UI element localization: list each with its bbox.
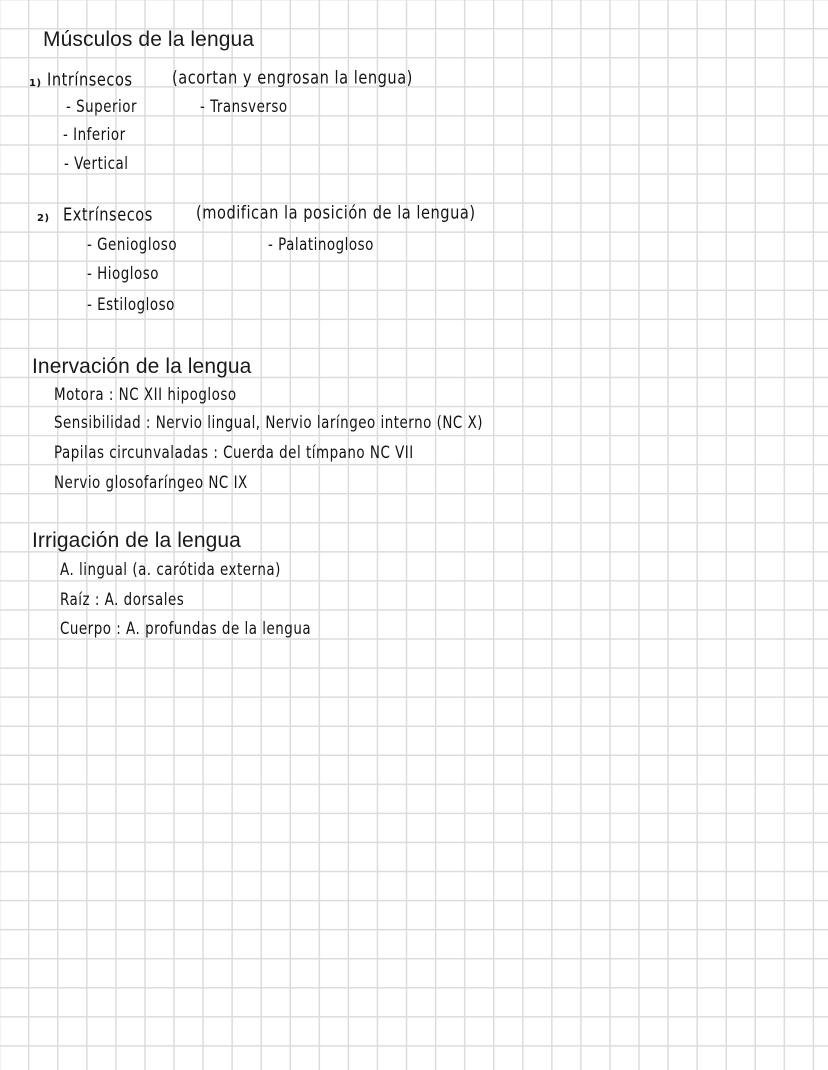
inervacion-line-papilas: Papilas circunvaladas : Cuerda del tímpano NC VII [54, 442, 414, 462]
group-note-intrinsecos: (acortan y engrosan la lengua) [172, 68, 413, 89]
list-item-estilogloso: - Estilogloso [87, 294, 175, 314]
irrigacion-line-lingual: A. lingual (a. carótida externa) [60, 559, 281, 579]
group-note-extrinsecos: (modifican la posición de la lengua) [196, 203, 476, 224]
list-item-transverso: - Transverso [200, 96, 288, 116]
list-item-palatinogloso: - Palatinogloso [268, 234, 374, 254]
irrigacion-line-raiz: Raíz : A. dorsales [60, 589, 185, 609]
irrigacion-line-cuerpo: Cuerpo : A. profundas de la lengua [60, 618, 312, 638]
list-item-inferior: - Inferior [63, 124, 126, 144]
section-heading-musculos: Músculos de la lengua [43, 28, 255, 51]
section-heading-irrigacion: Irrigación de la lengua [32, 529, 241, 552]
list-item-hiogloso: - Hiogloso [87, 263, 159, 283]
group-title-intrinsecos: Intrínsecos [47, 70, 133, 91]
section-heading-inervacion: Inervación de la lengua [32, 355, 252, 378]
inervacion-line-sensibilidad: Sensibilidad : Nervio lingual, Nervio laríngeo interno (NC X) [54, 412, 484, 432]
group-title-extrinsecos: Extrínsecos [63, 205, 153, 226]
list-item-geniogloso: - Geniogloso [87, 234, 178, 254]
list-item-superior: - Superior [66, 96, 138, 116]
group-number-extrinsecos: 2) [37, 213, 50, 224]
inervacion-line-glosofaringeo: Nervio glosofaríngeo NC IX [54, 472, 248, 492]
list-item-vertical: - Vertical [64, 153, 129, 173]
inervacion-line-motora: Motora : NC XII hipogloso [54, 384, 237, 404]
group-number-intrinsecos: 1) [29, 78, 42, 89]
